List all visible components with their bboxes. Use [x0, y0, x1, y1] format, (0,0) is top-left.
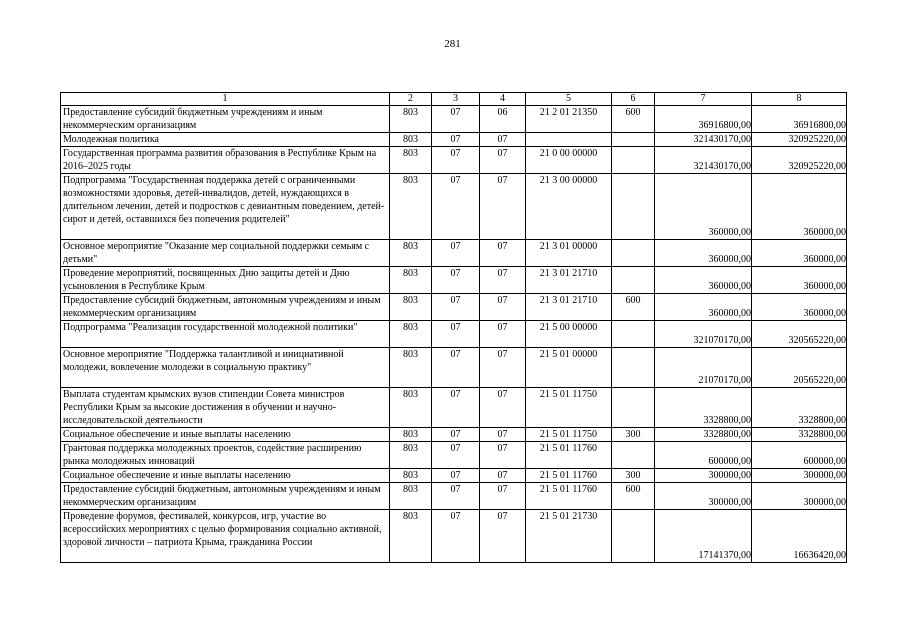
row-description: Предоставление субсидий бюджетным, автономным учреждениям и иным некоммерческим организациям — [61, 294, 390, 321]
code-expense-type — [612, 133, 655, 147]
code-section: 07 — [432, 510, 480, 563]
amount-year-2: 3328800,00 — [752, 388, 847, 428]
code-target-article: 21 5 01 11760 — [526, 442, 612, 469]
code-admin: 803 — [390, 483, 432, 510]
column-header: 1 — [61, 93, 390, 106]
code-section: 07 — [432, 388, 480, 428]
amount-year-2: 360000,00 — [752, 267, 847, 294]
code-subsection: 07 — [480, 428, 526, 442]
code-section: 07 — [432, 321, 480, 348]
row-description: Молодежная политика — [61, 133, 390, 147]
code-admin: 803 — [390, 469, 432, 483]
code-subsection: 07 — [480, 469, 526, 483]
row-description: Социальное обеспечение и иные выплаты населению — [61, 428, 390, 442]
code-subsection: 07 — [480, 133, 526, 147]
code-target-article: 21 5 01 11760 — [526, 483, 612, 510]
row-description: Проведение мероприятий, посвященных Дню защиты детей и Дню усыновления в Республике Крым — [61, 267, 390, 294]
column-header: 3 — [432, 93, 480, 106]
code-admin: 803 — [390, 106, 432, 133]
code-target-article: 21 5 00 00000 — [526, 321, 612, 348]
code-target-article: 21 3 00 00000 — [526, 174, 612, 240]
code-expense-type: 300 — [612, 428, 655, 442]
code-target-article: 21 5 01 11760 — [526, 469, 612, 483]
column-header: 7 — [655, 93, 752, 106]
code-expense-type — [612, 348, 655, 388]
code-target-article: 21 0 00 00000 — [526, 147, 612, 174]
table-row — [61, 510, 847, 563]
code-expense-type: 600 — [612, 294, 655, 321]
code-subsection: 07 — [480, 294, 526, 321]
amount-year-1: 321430170,00 — [655, 133, 752, 147]
amount-year-1: 300000,00 — [655, 469, 752, 483]
code-subsection: 07 — [480, 388, 526, 428]
table-row — [61, 147, 847, 174]
code-target-article: 21 2 01 21350 — [526, 106, 612, 133]
code-target-article: 21 3 01 00000 — [526, 240, 612, 267]
code-expense-type — [612, 442, 655, 469]
table-row — [61, 428, 847, 442]
code-admin: 803 — [390, 388, 432, 428]
code-section: 07 — [432, 294, 480, 321]
code-target-article: 21 5 01 11750 — [526, 428, 612, 442]
row-description: Предоставление субсидий бюджетным учреждениям и иным некоммерческим организациям — [61, 106, 390, 133]
column-header: 2 — [390, 93, 432, 106]
code-expense-type: 600 — [612, 106, 655, 133]
amount-year-2: 300000,00 — [752, 483, 847, 510]
table-row — [61, 267, 847, 294]
code-section: 07 — [432, 267, 480, 294]
code-expense-type: 600 — [612, 483, 655, 510]
row-description: Основное мероприятие "Оказание мер социальной поддержки семьям с детьми" — [61, 240, 390, 267]
amount-year-1: 321430170,00 — [655, 147, 752, 174]
amount-year-2: 20565220,00 — [752, 348, 847, 388]
code-section: 07 — [432, 147, 480, 174]
code-expense-type — [612, 174, 655, 240]
row-description: Государственная программа развития образования в Республике Крым на 2016–2025 годы — [61, 147, 390, 174]
code-section: 07 — [432, 348, 480, 388]
amount-year-2: 16636420,00 — [752, 510, 847, 563]
table-row — [61, 483, 847, 510]
budget-table — [60, 92, 847, 563]
header-row — [61, 93, 847, 106]
code-expense-type — [612, 147, 655, 174]
code-expense-type — [612, 510, 655, 563]
code-admin: 803 — [390, 348, 432, 388]
code-subsection: 07 — [480, 321, 526, 348]
amount-year-2: 360000,00 — [752, 294, 847, 321]
amount-year-2: 600000,00 — [752, 442, 847, 469]
amount-year-1: 36916800,00 — [655, 106, 752, 133]
amount-year-1: 360000,00 — [655, 267, 752, 294]
row-description: Социальное обеспечение и иные выплаты населению — [61, 469, 390, 483]
code-subsection: 07 — [480, 240, 526, 267]
table-row — [61, 240, 847, 267]
table-row — [61, 348, 847, 388]
table-row — [61, 174, 847, 240]
row-description: Грантовая поддержка молодежных проектов, содействие расширению рынка молодежных инноваций — [61, 442, 390, 469]
code-admin: 803 — [390, 510, 432, 563]
code-subsection: 07 — [480, 348, 526, 388]
amount-year-1: 321070170,00 — [655, 321, 752, 348]
code-subsection: 07 — [480, 483, 526, 510]
column-header: 6 — [612, 93, 655, 106]
code-admin: 803 — [390, 174, 432, 240]
amount-year-1: 300000,00 — [655, 483, 752, 510]
amount-year-1: 360000,00 — [655, 294, 752, 321]
code-expense-type: 300 — [612, 469, 655, 483]
amount-year-2: 36916800,00 — [752, 106, 847, 133]
code-subsection: 07 — [480, 267, 526, 294]
code-admin: 803 — [390, 321, 432, 348]
code-target-article — [526, 133, 612, 147]
amount-year-2: 320925220,00 — [752, 147, 847, 174]
code-admin: 803 — [390, 133, 432, 147]
code-target-article: 21 5 01 21730 — [526, 510, 612, 563]
amount-year-2: 300000,00 — [752, 469, 847, 483]
table-row — [61, 442, 847, 469]
code-expense-type — [612, 321, 655, 348]
code-section: 07 — [432, 174, 480, 240]
code-target-article: 21 5 01 00000 — [526, 348, 612, 388]
code-section: 07 — [432, 442, 480, 469]
table-row — [61, 388, 847, 428]
row-description: Предоставление субсидий бюджетным, автономным учреждениям и иным некоммерческим организациям — [61, 483, 390, 510]
column-header: 5 — [526, 93, 612, 106]
table-row — [61, 321, 847, 348]
amount-year-1: 360000,00 — [655, 240, 752, 267]
amount-year-2: 320565220,00 — [752, 321, 847, 348]
code-section: 07 — [432, 428, 480, 442]
table-row — [61, 294, 847, 321]
code-section: 07 — [432, 483, 480, 510]
row-description: Подпрограмма "Реализация государственной молодежной политики" — [61, 321, 390, 348]
code-admin: 803 — [390, 147, 432, 174]
code-admin: 803 — [390, 294, 432, 321]
code-subsection: 07 — [480, 174, 526, 240]
code-admin: 803 — [390, 240, 432, 267]
code-target-article: 21 5 01 11750 — [526, 388, 612, 428]
row-description: Основное мероприятие "Поддержка талантливой и инициативной молодежи, вовлечение молодежи в социальную практику" — [61, 348, 390, 388]
table-row — [61, 133, 847, 147]
amount-year-1: 600000,00 — [655, 442, 752, 469]
row-description: Подпрограмма "Государственная поддержка детей с ограниченными возможностями здоровья, детей-инвалидов, детей, нуждающихся в длительном лечении, детей и подростков с девиантным поведением, детей-сирот и детей, оставшихся без попечения родителей" — [61, 174, 390, 240]
amount-year-2: 320925220,00 — [752, 133, 847, 147]
code-section: 07 — [432, 106, 480, 133]
code-subsection: 07 — [480, 147, 526, 174]
column-header: 8 — [752, 93, 847, 106]
row-description: Выплата студентам крымских вузов стипендии Совета министров Республики Крым за высокие достижения в обучении и научно-исследовательской деятельности — [61, 388, 390, 428]
code-admin: 803 — [390, 267, 432, 294]
amount-year-1: 3328800,00 — [655, 428, 752, 442]
page-number: 281 — [444, 38, 461, 50]
table-row — [61, 469, 847, 483]
amount-year-2: 3328800,00 — [752, 428, 847, 442]
code-admin: 803 — [390, 428, 432, 442]
amount-year-1: 3328800,00 — [655, 388, 752, 428]
code-subsection: 07 — [480, 442, 526, 469]
code-expense-type — [612, 267, 655, 294]
amount-year-2: 360000,00 — [752, 240, 847, 267]
amount-year-2: 360000,00 — [752, 174, 847, 240]
code-subsection: 06 — [480, 106, 526, 133]
amount-year-1: 21070170,00 — [655, 348, 752, 388]
code-expense-type — [612, 240, 655, 267]
code-section: 07 — [432, 133, 480, 147]
code-target-article: 21 3 01 21710 — [526, 267, 612, 294]
code-expense-type — [612, 388, 655, 428]
code-section: 07 — [432, 469, 480, 483]
row-description: Проведение форумов, фестивалей, конкурсов, игр, участие во всероссийских мероприятиях с целью формирования социально активной, здоровой личности – патриота Крыма, гражданина России — [61, 510, 390, 563]
amount-year-1: 17141370,00 — [655, 510, 752, 563]
code-admin: 803 — [390, 442, 432, 469]
column-header: 4 — [480, 93, 526, 106]
code-section: 07 — [432, 240, 480, 267]
code-target-article: 21 3 01 21710 — [526, 294, 612, 321]
code-subsection: 07 — [480, 510, 526, 563]
amount-year-1: 360000,00 — [655, 174, 752, 240]
table-row — [61, 106, 847, 133]
